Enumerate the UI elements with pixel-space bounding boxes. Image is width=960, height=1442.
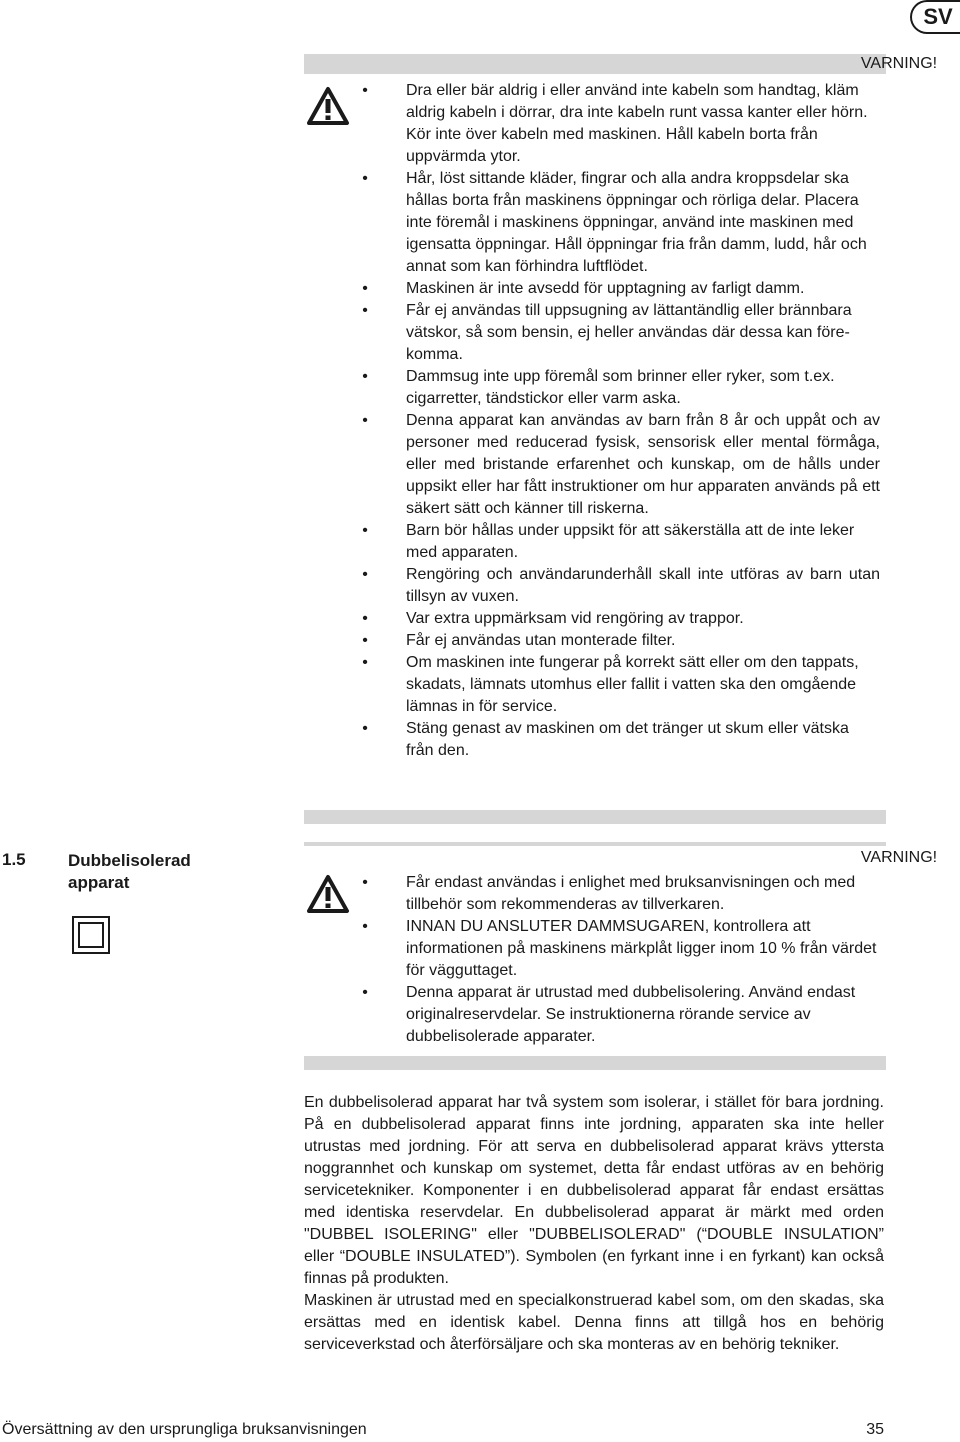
- paragraph: En dubbelisolerad apparat har två system som isolerar, i stället för bara jordning. På en dubbelisolerad apparat finns inte jordning, apparaten ska inte heller utrustas med jordning. För att serva en dubbelisolerad apparat krävs yttersta noggrannhet och kunskap om systemet, detta får endast utföras av en behörig servicetekniker. Komponenter i en dubbelisolerad apparat får endast ersättas med identiska reservdelar. En dubbelisolerad apparat är märkt med orden "DUBBEL ISOLERING" eller "DUBBELISOLERAD" (“DOUBLE INSULATION” eller “DOUBLE INSULATED”). Symbolen (en fyrkant inne i en fyrkant) kan också finnas på produkten.: [304, 1094, 884, 1287]
- body-text: [304, 1092, 884, 1356]
- paragraph: Maskinen är utrustad med en specialkonstruerad kabel som, om den skadas, ska ersättas med en identisk kabel. Denna finns att tillgå hos en behörig serviceverkstad och återförsäljare och ska monteras av en behörig tekniker.: [304, 1292, 884, 1353]
- section-number: 1.5: [2, 850, 26, 869]
- warning-header-bar: [304, 54, 938, 74]
- list-item: • Maskinen är inte avsedd för upptagning av farligt damm.: [362, 280, 805, 297]
- warning-triangle-icon: [306, 86, 350, 126]
- warning-title: VARNING!: [860, 55, 938, 72]
- list-item: • Får ej användas till uppsugning av lättantändlig eller brännbara vätskor, så som bensin, ej heller användas där dessa kan före- komma.: [362, 302, 852, 363]
- language-badge: SV: [910, 0, 960, 34]
- list-item: • INNAN DU ANSLUTER DAMMSUGAREN, kontrollera att informationen på maskinens märkplåt ligger inom 10 % från värdet för vägguttaget.: [362, 918, 877, 979]
- list-item: • Dra eller bär aldrig i eller använd inte kabeln som handtag, kläm aldrig kabeln i dörrar, dra inte kabeln runt vassa kanter eller hörn. Kör inte över kabeln med maskinen. Håll kabeln borta från uppvärmda ytor.: [362, 82, 868, 165]
- list-item: • Får endast användas i enlighet med bruksanvisningen och med tillbehör som rekommenderas av tillverkaren.: [362, 874, 856, 913]
- list-item: • Får ej användas utan monterade filter.: [362, 632, 676, 649]
- list-item: • Om maskinen inte fungerar på korrekt sätt eller om den tappats, skadats, lämnats utomhus eller fallit i vatten ska den omgående lämnas in för service.: [362, 654, 859, 715]
- warning-list-1: [360, 80, 880, 762]
- footer-text: Översättning av den ursprungliga bruksanvisningen: [2, 1421, 367, 1438]
- list-item: • Hår, löst sittande kläder, fingrar och alla andra kroppsdelar ska hållas borta från maskinens öppningar och rörliga delar. Placera inte föremål i maskinens öppningar, använd inte maskinen med igensatta öppningar. Håll öppningar fria från damm, ludd, hår och annat som kan förhindra luftflödet.: [362, 170, 867, 275]
- list-item: • Barn bör hållas under uppsikt för att säkerställa att de inte leker med apparaten.: [362, 522, 855, 561]
- warning-footer-bar: [304, 1056, 886, 1070]
- list-item: • Stäng genast av maskinen om det tränger ut skum eller vätska från den.: [362, 720, 849, 759]
- list-item: • Denna apparat är utrustad med dubbelisolering. Använd endast originalreservdelar. Se instruktionerna rörande service av dubbelisolerade apparater.: [362, 984, 856, 1045]
- page-number: 35: [866, 1421, 884, 1438]
- warning-top-rule: [304, 842, 886, 846]
- list-item: • Var extra uppmärksam vid rengöring av trappor.: [362, 610, 744, 627]
- double-insulation-icon: [72, 916, 110, 954]
- warning-header-bar: [304, 846, 938, 866]
- list-item: • Dammsug inte upp föremål som brinner eller ryker, som t.ex. cigarretter, tändstickor eller varm aska.: [362, 368, 835, 407]
- warning-triangle-icon: [306, 874, 350, 914]
- list-item: • Denna apparat kan användas av barn från 8 år och uppåt och av personer med reducerad fysisk, sensorisk eller mental förmåga, eller med bristande erfarenhet och kunskap, om de hålls under uppsikt eller har fått instruktioner om hur apparaten används på ett säkert sätt och känner till riskerna.: [362, 412, 880, 517]
- section-title: Dubbelisolerad apparat: [68, 851, 191, 892]
- warning-footer-bar: [304, 810, 886, 824]
- warning-title: VARNING!: [860, 849, 938, 866]
- warning-list-2: [360, 872, 880, 1048]
- list-item: • Rengöring och användarunderhåll skall inte utföras av barn utan tillsyn av vuxen.: [362, 566, 880, 605]
